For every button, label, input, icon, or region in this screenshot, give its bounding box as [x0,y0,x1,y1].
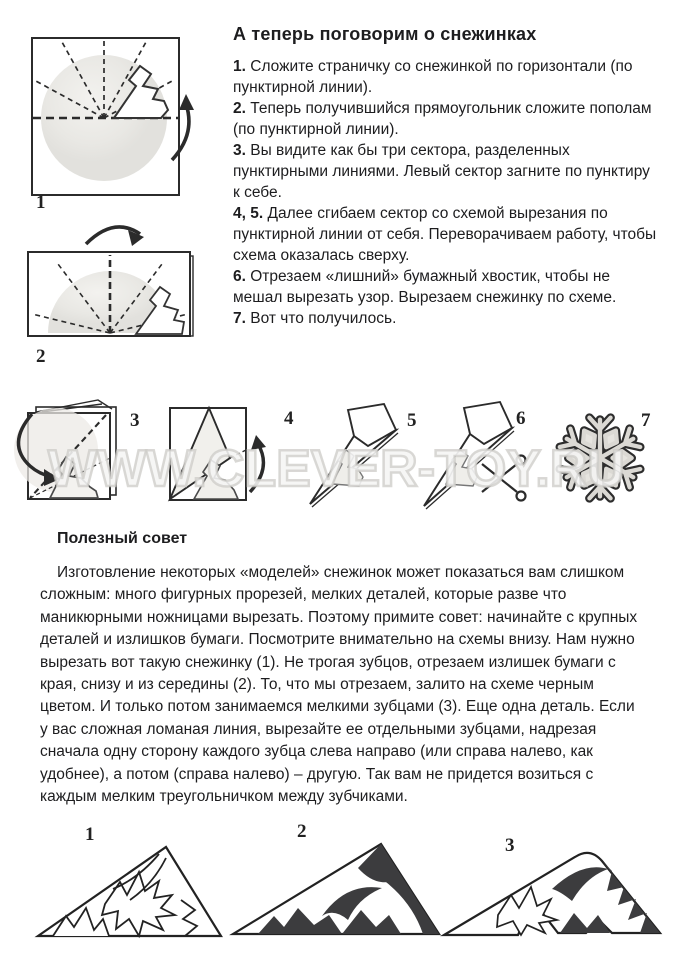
step-item [233,203,659,266]
cut-example-label-2: 2 [297,821,307,842]
page-title: А теперь поговорим о снежинках [233,24,537,44]
fold-figure-label-7: 7 [641,410,651,431]
fold-diagram-5 [302,400,410,510]
instruction-steps [233,56,659,329]
cone-body [310,430,396,504]
step-text: Сложите страничку со снежинкой по горизонтали (по пунктирной линии). [233,58,633,96]
fold-diagram-3 [14,398,126,508]
step-number: 3. [233,142,246,159]
fold-diagram-4 [152,398,274,508]
fold-figure-label-1: 1 [36,192,46,213]
fold-figure-label-5: 5 [407,410,417,431]
tip-body: Изготовление некоторых «моделей» снежинок может показаться вам слишком сложным: много фигурных прорезей, мелких деталей, которые разве что маникюрными ножницами вырезать. Поэтому примите совет: начинайте с крупных деталей и излишков бумаги. Посмотрите внимательно на схемы внизу. Нам нужно вырезать вот такую снежинку (1). Не трогая зубцов, отрезаем излишек бумаги с края, снизу и из середины (2). То, что мы отрезаем, залито на схеме черным цветом. И только потом занимаемся мелкими зубцами (3). Еще одна деталь. Если у вас сложная ломаная линия, вырезайте ее отдельными зубцами, надрезая сначала одну сторону каждого зубца слева направо (или справа налево, как удобнее), а потом (справа налево) – другую. Так вам не придется возиться с каждым мелким треугольничком между зубчиками. [40,564,638,806]
snowflake-figure [552,408,648,508]
fold-figure-label-2: 2 [36,346,46,367]
step-text: Вот что получилось. [250,310,397,327]
step-number: 6. [233,268,246,285]
step-text: Отрезаем «лишний» бумажный хвостик, чтобы не мешал вырезать узор. Вырезаем снежинку по схеме. [233,268,617,306]
fold-figure-label-3: 3 [130,410,140,431]
watermark: WWW.CLEVER-TOY.RU [48,440,625,498]
step-number: 7. [233,310,246,327]
scissors-icon [482,456,526,501]
step-text: Вы видите как бы три сектора, разделенных пунктирными линиями. Левый сектор загните по пунктиру к себе. [233,142,650,201]
step-number: 2. [233,100,246,117]
step-number: 1. [233,58,246,75]
step-item [233,98,659,140]
step-item [233,140,659,203]
cone-body [424,428,512,506]
cut-example-label-3: 3 [505,835,515,856]
fold-figure-label-4: 4 [284,408,294,429]
fold-arrow-icon [250,435,266,492]
step-item [233,308,659,329]
cut-example-label-1: 1 [85,824,95,845]
step-item [233,266,659,308]
step-text: Далее сгибаем сектор со схемой вырезания по пунктирной линии от себя. Переворачиваем работу, чтобы схема оказалась сверху. [233,205,657,264]
cut-example-2 [230,838,444,938]
fold-diagram-2 [20,214,202,346]
cut-example-1 [35,842,225,940]
tip-heading: Полезный совет [57,530,188,547]
step-number: 4, 5. [233,205,264,222]
fold-diagram-1 [26,34,191,202]
step-text: Теперь получившийся прямоугольник сложите пополам (по пунктирной линии). [233,100,652,138]
step-item [233,56,659,98]
fold-figure-label-6: 6 [516,408,526,429]
cut-example-3 [440,845,668,939]
fold-arrow-icon [86,227,144,246]
